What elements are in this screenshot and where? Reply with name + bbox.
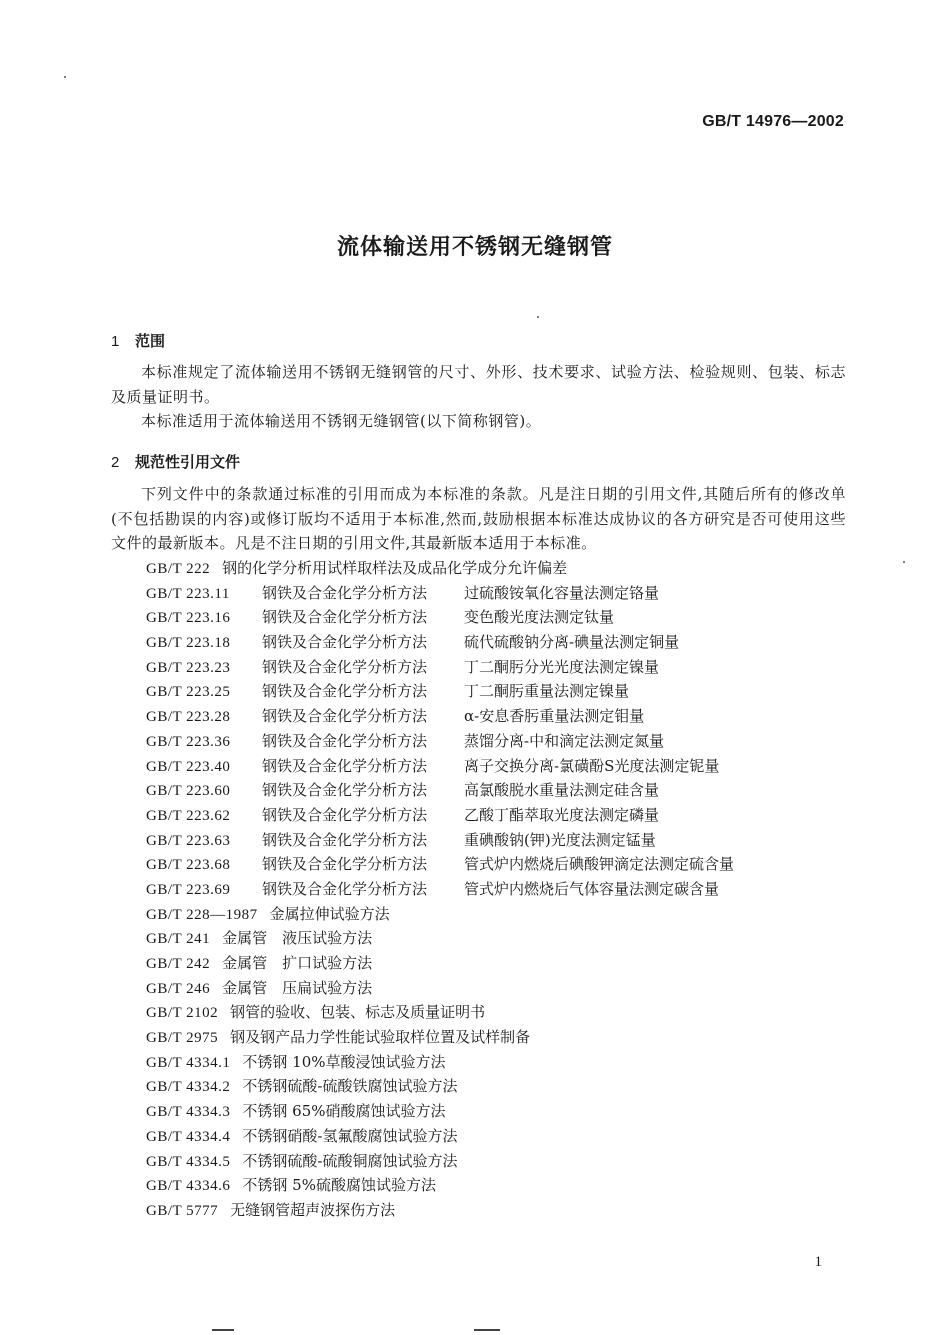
reference-code: GB/T 2975	[146, 1030, 219, 1047]
page-number: 1	[814, 1254, 822, 1270]
reference-title: 钢的化学分析用试样取样法及成品化学成分允许偏差	[222, 559, 568, 577]
reference-part-title: 钢铁及合金化学分析方法	[262, 583, 428, 602]
reference-method: 蒸馏分离-中和滴定法测定氮量	[464, 731, 665, 750]
reference-part-title: 钢铁及合金化学分析方法	[262, 657, 428, 676]
reference-method: 管式炉内燃烧后碘酸钾滴定法测定硫含量	[464, 855, 735, 874]
reference-code: GB/T 223.63	[146, 832, 231, 849]
reference-item	[146, 605, 734, 630]
reference-title: 无缝钢管超声波探伤方法	[230, 1200, 396, 1219]
reference-item	[146, 729, 734, 754]
reference-item	[146, 630, 734, 655]
reference-method: 乙酸丁酯萃取光度法测定磷量	[464, 805, 660, 824]
reference-code: GB/T 223.40	[146, 758, 231, 775]
reference-item	[146, 1025, 734, 1050]
reference-item	[146, 1198, 734, 1223]
reference-part-title: 钢铁及合金化学分析方法	[262, 756, 428, 775]
reference-code: GB/T 4334.1	[146, 1054, 231, 1071]
reference-code: GB/T 4334.5	[146, 1153, 231, 1170]
reference-method: 高氯酸脱水重量法测定硅含量	[464, 781, 660, 800]
scan-edge-mark	[212, 1329, 234, 1331]
reference-code: GB/T 241	[146, 931, 211, 948]
scan-speck	[64, 76, 66, 78]
scan-edge-mark	[474, 1329, 500, 1331]
section-number: 1	[111, 333, 120, 350]
reference-code: GB/T 4334.3	[146, 1104, 231, 1121]
reference-item	[146, 704, 734, 729]
reference-item	[146, 1050, 734, 1075]
reference-list	[146, 556, 734, 1223]
reference-code: GB/T 223.60	[146, 783, 231, 800]
reference-item	[146, 1149, 734, 1174]
reference-part-title: 钢铁及合金化学分析方法	[262, 731, 428, 750]
reference-item	[146, 679, 734, 704]
reference-part-title: 钢铁及合金化学分析方法	[262, 707, 428, 726]
reference-title: 钢管的验收、包装、标志及质量证明书	[230, 1003, 486, 1022]
reference-item	[146, 976, 734, 1001]
reference-method: 变色酸光度法测定钛量	[464, 608, 615, 627]
scope-paragraph-2: 本标准适用于流体输送用不锈钢无缝钢管(以下简称钢管)。	[141, 412, 542, 430]
reference-part-title: 钢铁及合金化学分析方法	[262, 830, 428, 849]
section-title: 范围	[135, 332, 166, 350]
reference-item	[146, 1173, 734, 1198]
reference-title: 金属拉伸试验方法	[269, 904, 390, 923]
reference-part-title: 钢铁及合金化学分析方法	[262, 879, 428, 898]
reference-code: GB/T 223.69	[146, 881, 231, 898]
reference-item	[146, 754, 734, 779]
normative-references-paragraph: 下列文件中的条款通过标准的引用而成为本标准的条款。凡是注日期的引用文件,其随后所有的修改单(不包括勘误的内容)或修订版均不适用于本标准,然而,鼓励根据本标准达成协议的各方研究是否可使用这些文件的最新版本。凡是不注日期的引用文件,其最新版本适用于本标准。	[111, 485, 846, 552]
section-title: 规范性引用文件	[135, 453, 241, 471]
reference-title: 不锈钢 5%硫酸腐蚀试验方法	[242, 1176, 436, 1195]
reference-code: GB/T 228—1987	[146, 906, 258, 923]
reference-title: 不锈钢 10%草酸浸蚀试验方法	[242, 1052, 446, 1071]
reference-code: GB/T 4334.4	[146, 1128, 231, 1145]
reference-title: 钢及钢产品力学性能试验取样位置及试样制备	[230, 1028, 531, 1047]
reference-code: GB/T 223.18	[146, 635, 231, 652]
reference-part-title: 钢铁及合金化学分析方法	[262, 805, 428, 824]
reference-item	[146, 803, 734, 828]
reference-code: GB/T 223.23	[146, 659, 231, 676]
reference-code: GB/T 223.28	[146, 709, 231, 726]
reference-item	[146, 581, 734, 606]
reference-code: GB/T 223.36	[146, 733, 231, 750]
reference-item	[146, 655, 734, 680]
reference-item	[146, 778, 734, 803]
reference-title: 不锈钢硝酸-氢氟酸腐蚀试验方法	[242, 1126, 458, 1145]
scan-speck	[903, 561, 905, 563]
reference-code: GB/T 223.68	[146, 857, 231, 874]
reference-title: 不锈钢硫酸-硫酸铁腐蚀试验方法	[242, 1077, 458, 1096]
reference-method: 重碘酸钠(钾)光度法测定锰量	[464, 830, 656, 849]
document-title: 流体输送用不锈钢无缝钢管	[336, 235, 613, 260]
reference-item	[146, 1099, 734, 1124]
reference-item	[146, 1000, 734, 1025]
reference-code: GB/T 223.25	[146, 684, 231, 701]
reference-part-title: 钢铁及合金化学分析方法	[262, 682, 428, 701]
section-number: 2	[111, 454, 120, 471]
reference-code: GB/T 4334.6	[146, 1178, 231, 1195]
reference-code: GB/T 223.16	[146, 610, 231, 627]
reference-item	[146, 828, 734, 853]
reference-item	[146, 852, 734, 877]
standard-number: GB/T 14976—2002	[702, 113, 844, 130]
scan-speck	[537, 316, 539, 318]
reference-item	[146, 1074, 734, 1099]
reference-code: GB/T 223.11	[146, 585, 230, 602]
reference-title: 金属管 液压试验方法	[222, 929, 373, 948]
reference-method: 过硫酸铵氧化容量法测定铬量	[464, 583, 660, 602]
reference-code: GB/T 5777	[146, 1202, 219, 1219]
reference-item	[146, 877, 734, 902]
reference-item	[146, 951, 734, 976]
reference-method: 丁二酮肟重量法测定镍量	[464, 682, 630, 701]
reference-method: 硫代硫酸钠分离-碘量法测定铜量	[464, 633, 680, 652]
reference-part-title: 钢铁及合金化学分析方法	[262, 781, 428, 800]
reference-title: 不锈钢硫酸-硫酸铜腐蚀试验方法	[242, 1151, 458, 1170]
reference-method: 离子交换分离-氯磺酚S光度法测定铌量	[464, 756, 720, 775]
reference-code: GB/T 2102	[146, 1005, 219, 1022]
reference-part-title: 钢铁及合金化学分析方法	[262, 855, 428, 874]
reference-code: GB/T 246	[146, 980, 211, 997]
reference-method: 丁二酮肟分光光度法测定镍量	[464, 657, 660, 676]
reference-method: 管式炉内燃烧后气体容量法测定碳含量	[464, 879, 720, 898]
reference-part-title: 钢铁及合金化学分析方法	[262, 633, 428, 652]
reference-code: GB/T 222	[146, 561, 211, 577]
reference-method: α-安息香肟重量法测定钼量	[464, 707, 645, 726]
reference-title: 金属管 扩口试验方法	[222, 954, 373, 972]
reference-code: GB/T 223.62	[146, 807, 231, 824]
reference-code: GB/T 4334.2	[146, 1079, 231, 1096]
section-1-heading	[111, 330, 165, 351]
reference-item	[146, 556, 734, 581]
reference-item	[146, 902, 734, 927]
scope-paragraph-1: 本标准规定了流体输送用不锈钢无缝钢管的尺寸、外形、技术要求、试验方法、检验规则、包装、标志及质量证明书。	[111, 363, 846, 406]
section-2-heading	[111, 451, 240, 472]
reference-title: 金属管 压扁试验方法	[222, 978, 373, 997]
reference-item	[146, 1124, 734, 1149]
reference-part-title: 钢铁及合金化学分析方法	[262, 608, 428, 627]
reference-code: GB/T 242	[146, 956, 211, 972]
reference-title: 不锈钢 65%硝酸腐蚀试验方法	[242, 1102, 446, 1121]
reference-item	[146, 926, 734, 951]
